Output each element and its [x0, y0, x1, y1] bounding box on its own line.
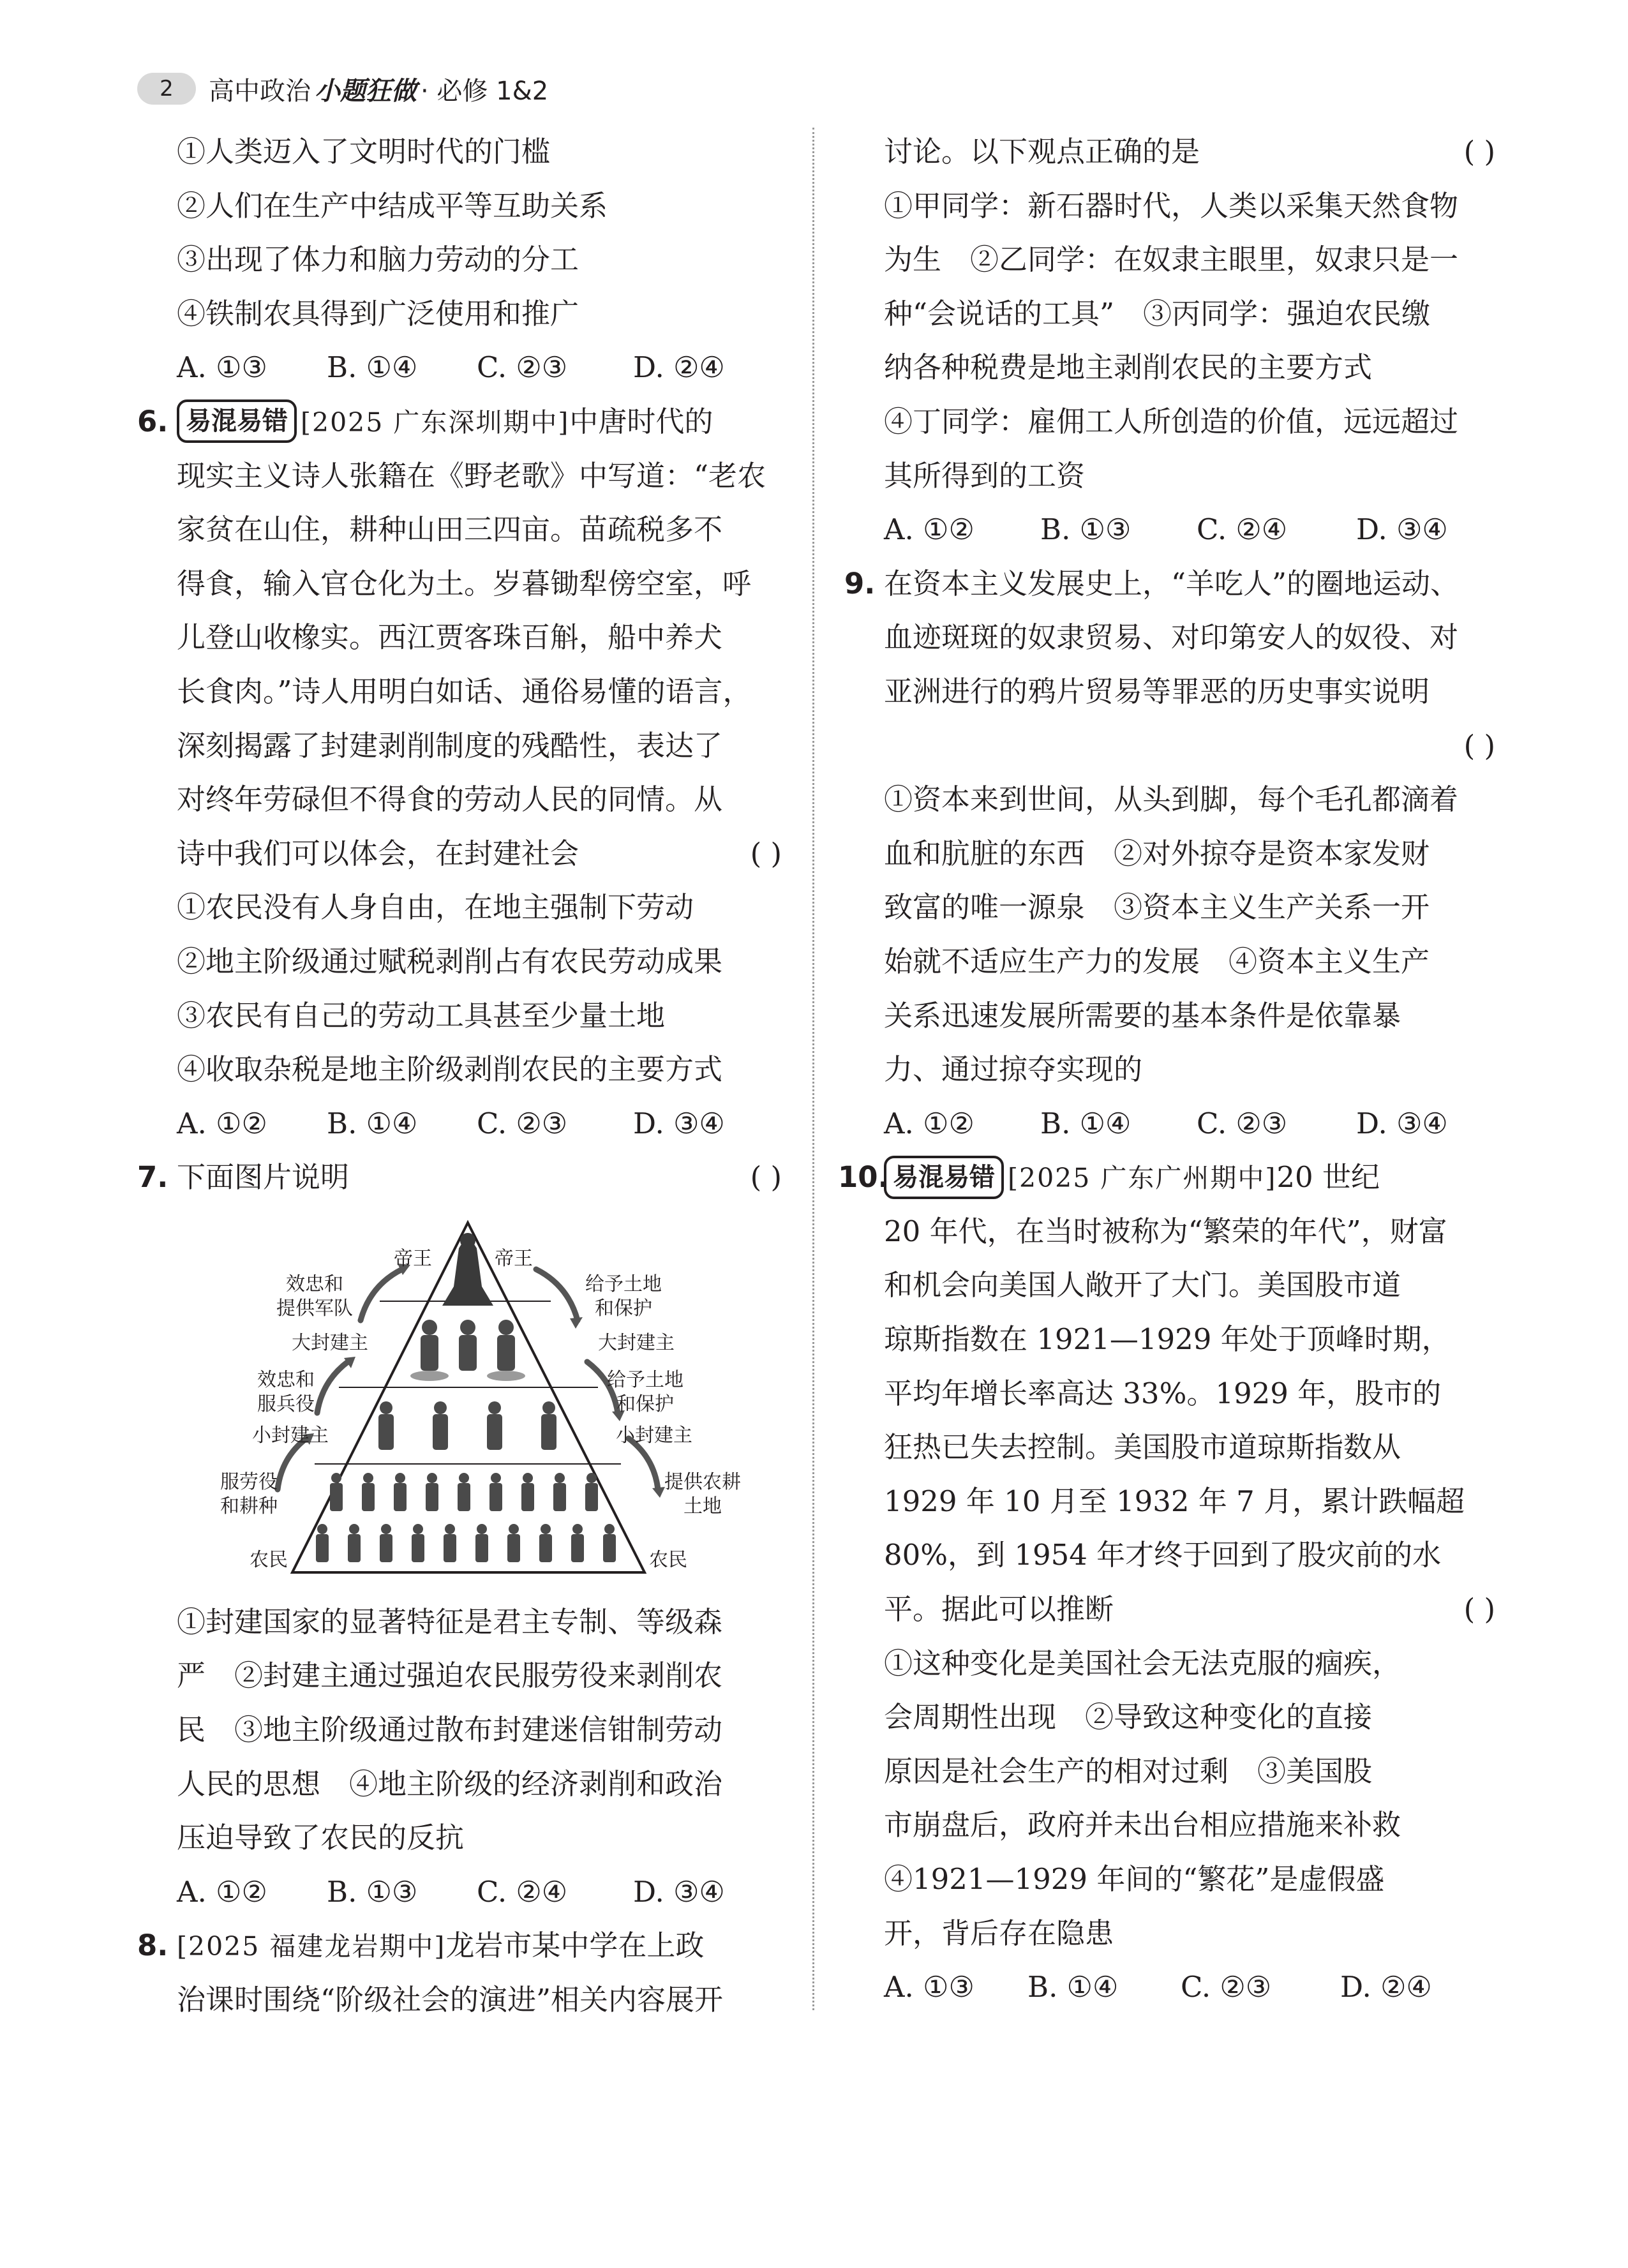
- subject: 高中政治: [209, 76, 311, 106]
- stem-text: 诗中我们可以体会，在封建社会: [177, 836, 579, 870]
- option-d: D. ③④: [633, 1106, 725, 1140]
- option-b: B. ①④: [327, 1106, 418, 1140]
- question-9-stem: [844, 557, 1495, 611]
- choice-item: ①人类迈入了文明时代的门槛: [177, 135, 551, 168]
- choice-item: ④铁制农具得到广泛使用和推广: [177, 296, 579, 331]
- option-a: A. ①②: [177, 1106, 267, 1140]
- stem-text: 中唐时代的: [569, 404, 713, 438]
- label-great-lord-left: 大封建主: [292, 1331, 368, 1354]
- page-number: 2: [137, 73, 196, 105]
- left-column: [137, 125, 782, 2027]
- stem-line: 狂热已失去控制。美国股市道琼斯指数从: [884, 1430, 1401, 1465]
- stem-text: 下面图片说明: [177, 1160, 350, 1195]
- answer-blank: ( ): [1463, 1592, 1495, 1627]
- choice-item: ①资本来到世间，从头到脚，每个毛孔都滴着: [884, 782, 1459, 817]
- stem-line: [137, 827, 782, 881]
- option-c: C. ②④: [1197, 512, 1288, 547]
- choice-item: ②地主阶级通过赋税剥削占有农民劳动成果: [177, 944, 723, 978]
- source-label: [2025 广东广州期中]: [1008, 1163, 1277, 1194]
- choice-item: 始就不适应生产力的发展 ④资本主义生产: [884, 944, 1430, 978]
- stem-line: 和机会向美国人敞开了大门。美国股市道: [884, 1268, 1401, 1302]
- option-b: B. ①③: [327, 1874, 418, 1909]
- question-number: 8.: [137, 1929, 168, 1963]
- choice-item: ①甲同学：新石器时代，人类以采集天然食物: [884, 188, 1459, 223]
- brand-logo: 小题狂做: [315, 76, 417, 106]
- option-b: B. ①④: [327, 350, 418, 385]
- choice-item: 市崩盘后，政府并未出台相应措施来补救: [884, 1808, 1401, 1842]
- option-c: C. ②③: [477, 350, 568, 385]
- choice-item: 种“会说话的工具” ③丙同学：强迫农民缴: [884, 296, 1431, 331]
- option-b: B. ①④: [1027, 1970, 1119, 2004]
- option-a: A. ①②: [884, 1106, 975, 1140]
- choice-item: ①这种变化是美国社会无法克服的痼疾，: [884, 1646, 1401, 1680]
- choice-item: 为生 ②乙同学：在奴隶主眼里，奴隶只是一: [884, 242, 1459, 277]
- arrow-label: 效忠和 服兵役: [257, 1368, 315, 1415]
- source-label: [2025 福建龙岩期中]: [177, 1931, 446, 1962]
- stem-line: 治课时围绕“阶级社会的演进”相关内容展开: [177, 1983, 724, 2017]
- stem-text: 龙岩市某中学在上政: [445, 1929, 705, 1963]
- choice-item: ③出现了体力和脑力劳动的分工: [177, 242, 579, 277]
- arrow-label: 给予土地 和保护: [585, 1272, 662, 1320]
- label-king-left: 帝王: [394, 1247, 432, 1270]
- feudal-pyramid-figure: [169, 1209, 743, 1590]
- option-a: A. ①②: [177, 1874, 267, 1909]
- answer-blank: ( ): [1463, 728, 1495, 763]
- option-b: B. ①④: [1040, 1106, 1131, 1140]
- stem-text: 在资本主义发展史上，“羊吃人”的圈地运动、: [884, 566, 1460, 601]
- option-a: A. ①③: [884, 1970, 975, 2004]
- label-great-lord-right: 大封建主: [598, 1331, 675, 1354]
- choice-item: 其所得到的工资: [884, 458, 1086, 493]
- page-header: [137, 71, 548, 106]
- option-c: C. ②③: [1181, 1970, 1272, 2004]
- stem-line: 80%，到 1954 年才终于回到了股灾前的水: [884, 1538, 1442, 1572]
- choice-item: 原因是社会生产的相对过剩 ③美国股: [884, 1754, 1373, 1788]
- stem-line: 对终年劳碌但不得食的劳动人民的同情。从: [177, 782, 723, 817]
- option-d: D. ③④: [633, 1874, 725, 1909]
- answer-options: [844, 503, 1495, 557]
- option-c: C. ②③: [1197, 1106, 1288, 1140]
- answer-blank: ( ): [750, 836, 782, 870]
- stem-line: 琼斯指数在 1921—1929 年处于顶峰时期，: [884, 1322, 1451, 1357]
- question-number: 10.: [838, 1160, 889, 1195]
- choice-item: 血和肮脏的东西 ②对外掠夺是资本家发财: [884, 836, 1430, 870]
- label-peasant-right: 农民: [649, 1548, 687, 1571]
- choice-item: 严 ②封建主通过强迫农民服劳役来剥削农: [177, 1659, 723, 1693]
- answer-blank: ( ): [1463, 135, 1495, 168]
- choice-item: 民 ③地主阶级通过散布封建迷信钳制劳动: [177, 1713, 723, 1747]
- stem-line: 血迹斑斑的奴隶贸易、对印第安人的奴役、对: [884, 620, 1459, 655]
- question-number: 9.: [844, 566, 876, 601]
- option-a: A. ①③: [177, 350, 267, 385]
- arrow-label: 效忠和 提供军队: [276, 1272, 353, 1320]
- arrow-label: 提供农耕 土地: [664, 1470, 741, 1518]
- question-8-stem: [137, 1919, 782, 1973]
- answer-options: [137, 1097, 782, 1151]
- answer-options: [137, 341, 782, 395]
- choice-item: 致富的唯一源泉 ③资本主义生产关系一开: [884, 890, 1430, 925]
- right-column: [838, 125, 1495, 2015]
- option-c: C. ②④: [477, 1874, 568, 1909]
- label-small-lord-left: 小封建主: [252, 1424, 329, 1447]
- label-king-right: 帝王: [495, 1247, 533, 1270]
- label-peasant-left: 农民: [250, 1548, 288, 1571]
- answer-options: [844, 1097, 1495, 1151]
- column-divider: [812, 128, 814, 2010]
- stem-line: 儿登山收橡实。西江贾客珠百斛，船中养犬: [177, 620, 723, 655]
- option-d: D. ③④: [1356, 512, 1448, 547]
- option-b: B. ①③: [1040, 512, 1131, 547]
- question-number: 6.: [137, 404, 168, 438]
- stem-line: 长食肉。”诗人用明白如话、通俗易懂的语言，: [177, 674, 752, 708]
- answer-options: [844, 1960, 1495, 2015]
- choice-item: ③农民有自己的劳动工具甚至少量土地: [177, 998, 666, 1033]
- stem-line: 1929 年 10 月至 1932 年 7 月，累计跌幅超: [884, 1484, 1465, 1518]
- stem-line: 家贫在山住，耕种山田三四亩。苗疏税多不: [177, 512, 723, 547]
- stem-line: 得食，输入官仓化为土。岁暮锄犁傍空室，呼: [177, 566, 752, 601]
- arrow-label: 服劳役 和耕种: [220, 1470, 278, 1518]
- question-7-stem: [137, 1151, 782, 1205]
- book-title: · 必修 1&2: [421, 76, 549, 106]
- error-prone-tag: 易混易错: [177, 399, 297, 443]
- choice-item: ①农民没有人身自由，在地主强制下劳动: [177, 890, 694, 925]
- stem-line: [844, 125, 1495, 179]
- option-c: C. ②③: [477, 1106, 568, 1140]
- choice-item: ④收取杂税是地主阶级剥削农民的主要方式: [177, 1052, 723, 1087]
- option-a: A. ①②: [884, 512, 975, 547]
- stem-line: [844, 719, 1495, 773]
- choice-item: ④1921—1929 年间的“繁花”是虚假盛: [884, 1862, 1385, 1896]
- choice-item: ①封建国家的显著特征是君主专制、等级森: [177, 1604, 723, 1639]
- option-d: D. ③④: [1356, 1106, 1448, 1140]
- choice-item: 力、通过掠夺实现的: [884, 1052, 1143, 1087]
- arrow-label: 给予土地 和保护: [607, 1368, 683, 1415]
- choice-item: 人民的思想 ④地主阶级的经济剥削和政治: [177, 1766, 723, 1801]
- answer-blank: ( ): [750, 1160, 782, 1195]
- stem-text: 讨论。以下观点正确的是: [884, 135, 1200, 168]
- choice-item: 会周期性出现 ②导致这种变化的直接: [884, 1700, 1373, 1735]
- choice-item: 开，背后存在隐患: [884, 1916, 1114, 1950]
- option-d: D. ②④: [633, 350, 725, 385]
- answer-options: [137, 1865, 782, 1920]
- question-6-stem: [137, 395, 782, 449]
- stem-line: 亚洲进行的鸦片贸易等罪恶的历史事实说明: [884, 674, 1430, 708]
- stem-line: [844, 1583, 1495, 1637]
- choice-item: ④丁同学：雇佣工人所创造的价值，远远超过: [884, 404, 1459, 438]
- question-number: 7.: [137, 1160, 168, 1195]
- source-label: [2025 广东深圳期中]: [301, 407, 570, 438]
- choice-item: 压迫导致了农民的反抗: [177, 1821, 465, 1855]
- choice-item: 纳各种税费是地主剥削农民的主要方式: [884, 350, 1373, 385]
- error-prone-tag: 易混易错: [884, 1156, 1004, 1199]
- stem-text: 20 世纪: [1276, 1160, 1380, 1195]
- choice-item: 关系迅速发展所需要的基本条件是依靠暴: [884, 998, 1401, 1033]
- stem-line: 平均年增长率高达 33%。1929 年，股市的: [884, 1376, 1442, 1410]
- choice-item: ②人们在生产中结成平等互助关系: [177, 188, 608, 223]
- question-10-stem: [838, 1151, 1495, 1205]
- stem-line: 现实主义诗人张籍在《野老歌》中写道：“老农: [177, 458, 766, 493]
- stem-line: 20 年代，在当时被称为“繁荣的年代”，财富: [884, 1214, 1447, 1248]
- label-small-lord-right: 小封建主: [616, 1424, 692, 1447]
- stem-line: 深刻揭露了封建剥削制度的残酷性，表达了: [177, 728, 723, 763]
- option-d: D. ②④: [1340, 1970, 1432, 2004]
- stem-text: 平。据此可以推断: [884, 1592, 1114, 1627]
